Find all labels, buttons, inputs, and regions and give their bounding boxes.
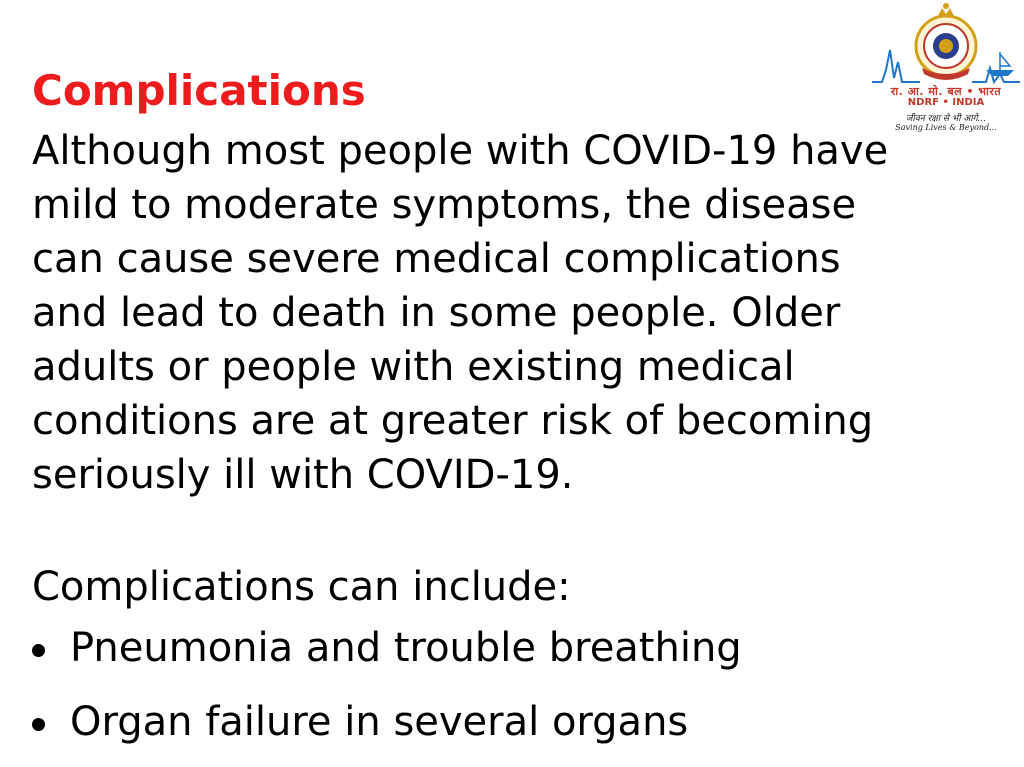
body-paragraph bbox=[32, 124, 962, 502]
logo-hindi-name: रा. आ. मो. बल • भारत bbox=[890, 85, 1002, 98]
logo-english-name: NDRF • INDIA bbox=[907, 97, 985, 108]
list-item bbox=[32, 694, 742, 756]
list-item bbox=[32, 620, 742, 682]
slide-title: Complications bbox=[32, 66, 366, 115]
paragraph-line: and lead to death in some people. Older bbox=[32, 290, 841, 336]
paragraph-line: can cause severe medical complications bbox=[32, 236, 841, 282]
ndrf-emblem-icon bbox=[868, 0, 1024, 86]
paragraph-line: mild to moderate symptoms, the disease bbox=[32, 182, 857, 228]
paragraph-line: Although most people with COVID-19 have bbox=[32, 128, 889, 174]
logo-motto-hindi: जीवन रक्षा से भी आगे... bbox=[905, 114, 987, 124]
ndrf-logo bbox=[868, 0, 1024, 140]
paragraph-line: seriously ill with COVID-19. bbox=[32, 452, 574, 498]
bullet-icon bbox=[32, 718, 45, 731]
complications-intro: Complications can include: bbox=[32, 564, 571, 610]
list-item-text: Pneumonia and trouble breathing bbox=[70, 625, 742, 671]
list-item-text: Organ failure in several organs bbox=[70, 699, 689, 745]
complications-list bbox=[32, 620, 742, 756]
paragraph-line: adults or people with existing medical bbox=[32, 344, 795, 390]
paragraph-line: conditions are at greater risk of becoming bbox=[32, 398, 874, 444]
bullet-icon bbox=[32, 644, 45, 657]
logo-motto-english: Saving Lives & Beyond... bbox=[895, 123, 997, 132]
